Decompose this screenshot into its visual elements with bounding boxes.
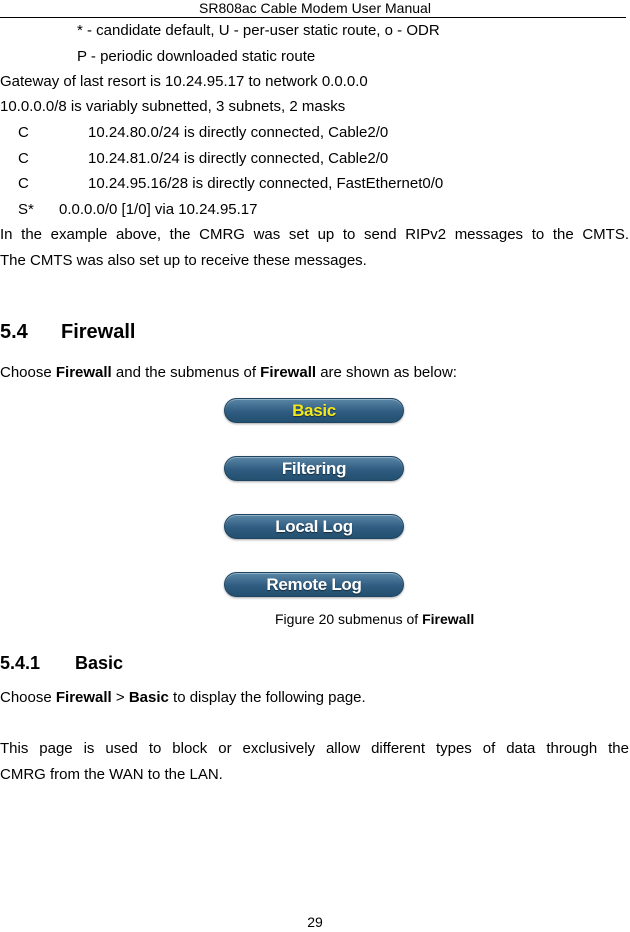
- subnet-line: 10.0.0.0/8 is variably subnetted, 3 subnets, 2 masks: [0, 98, 346, 115]
- page-header: SR808ac Cable Modem User Manual: [199, 0, 431, 16]
- submenu-remote-log-button[interactable]: Remote Log: [224, 572, 404, 597]
- choose-prefix: Choose: [0, 689, 56, 706]
- subsection-title: Basic: [75, 653, 124, 673]
- route-row: [0, 200, 600, 220]
- route-code: C: [18, 150, 29, 167]
- submenu-basic-button[interactable]: Basic: [224, 398, 404, 423]
- route-text: 10.24.81.0/24 is directly connected, Cable2/0: [88, 150, 389, 167]
- basic-choose-line: [0, 688, 366, 708]
- subsection-heading: [0, 652, 123, 674]
- page-number: 29: [307, 914, 323, 930]
- section-number: 5.4: [0, 321, 28, 343]
- route-code: S*: [18, 201, 34, 218]
- route-code: C: [18, 175, 29, 192]
- route-row: [0, 123, 600, 143]
- route-text: 10.24.80.0/24 is directly connected, Cable2/0: [88, 124, 389, 141]
- section-title: Firewall: [61, 321, 136, 343]
- firewall-term: Firewall: [55, 364, 112, 381]
- header-rule: [0, 17, 626, 18]
- choose-suffix: are shown as below:: [316, 364, 457, 381]
- caption-prefix: Figure 20 submenus of: [275, 611, 423, 627]
- figure-caption: [275, 610, 474, 628]
- route-row: [0, 149, 600, 169]
- basic-paragraph-line-1: This page is used to block or exclusively allow different types of data through the: [0, 740, 629, 757]
- section-heading: [0, 320, 135, 344]
- routing-codes-line-2: P - periodic downloaded static route: [77, 48, 316, 65]
- firewall-term: Firewall: [55, 689, 112, 706]
- gateway-line: Gateway of last resort is 10.24.95.17 to network 0.0.0.0: [0, 73, 368, 90]
- basic-paragraph-line-2: CMRG from the WAN to the LAN.: [0, 766, 223, 783]
- submenu-local-log-button[interactable]: Local Log: [224, 514, 404, 539]
- submenu-filtering-button[interactable]: Filtering: [224, 456, 404, 481]
- choose-prefix: Choose: [0, 364, 56, 381]
- routing-codes-line-1: * - candidate default, U - per-user static route, o - ODR: [77, 22, 440, 39]
- choose-middle: and the submenus of: [111, 364, 261, 381]
- firewall-term: Firewall: [260, 364, 317, 381]
- choose-firewall-line: [0, 363, 457, 383]
- basic-term: Basic: [128, 689, 169, 706]
- route-row: [0, 174, 600, 194]
- route-code: C: [18, 124, 29, 141]
- caption-bold: Firewall: [422, 611, 475, 627]
- path-separator: >: [111, 689, 129, 706]
- choose-suffix: to display the following page.: [168, 689, 366, 706]
- subsection-number: 5.4.1: [0, 653, 41, 673]
- example-paragraph-line-2: The CMTS was also set up to receive these messages.: [0, 252, 367, 269]
- route-text: 10.24.95.16/28 is directly connected, FastEthernet0/0: [88, 175, 444, 192]
- route-text: 0.0.0.0/0 [1/0] via 10.24.95.17: [59, 201, 258, 218]
- example-paragraph-line-1: In the example above, the CMRG was set up to send RIPv2 messages to the CMTS.: [0, 226, 629, 243]
